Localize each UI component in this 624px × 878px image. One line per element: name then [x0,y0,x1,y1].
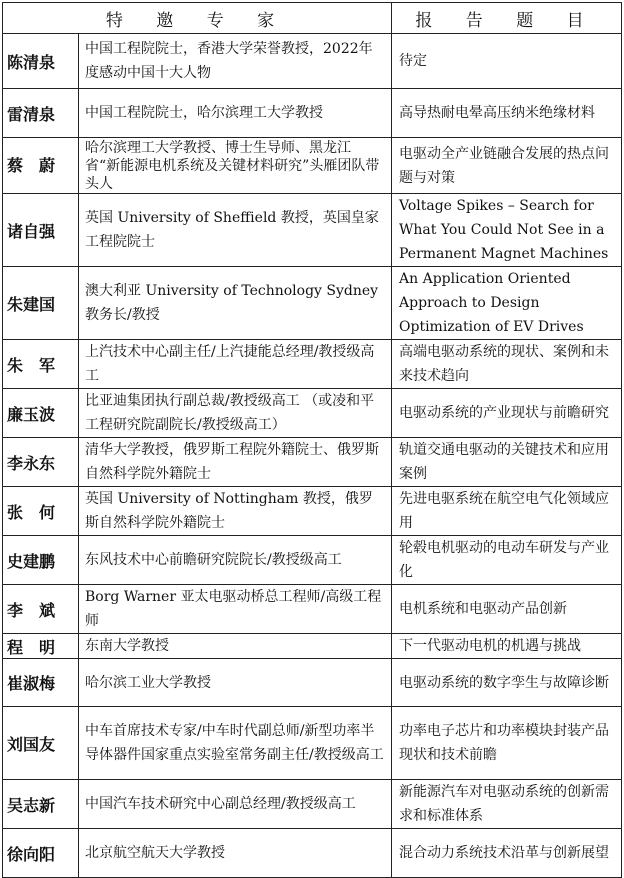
table-row [3,634,622,659]
expert-title: 中国汽车技术研究中心副总经理/教授级高工 [79,780,392,829]
table-row [3,707,622,780]
expert-title: 英国 University of Sheffield 教授，英国皇家工程院院士 [79,194,392,267]
table-row [3,438,622,487]
expert-name: 陈清泉 [3,34,79,89]
report-topic: 新能源汽车对电驱动系统的创新需求和标准体系 [392,780,622,829]
report-topic: 电机系统和电驱动产品创新 [392,585,622,634]
table-row [3,267,622,340]
table-body [3,34,622,878]
table-row [3,659,622,707]
table-row [3,487,622,536]
expert-name: 李永东 [3,438,79,487]
expert-name: 李 斌 [3,585,79,634]
expert-name: 雷清泉 [3,89,79,138]
expert-name: 廉玉波 [3,389,79,438]
table-row [3,194,622,267]
expert-title: 上汽技术中心副主任/上汽捷能总经理/教授级高工 [79,340,392,389]
report-topic: 高导热耐电晕高压纳米绝缘材料 [392,89,622,138]
expert-title: 中国工程院院士，香港大学荣誉教授，2022年度感动中国十大人物 [79,34,392,89]
report-topic: 下一代驱动电机的机遇与挑战 [392,634,622,659]
expert-name: 徐向阳 [3,829,79,878]
table-header-row [3,3,622,34]
report-topic: 电驱动全产业链融合发展的热点问题与对策 [392,138,622,194]
table-row [3,829,622,878]
expert-name: 朱 军 [3,340,79,389]
expert-title: 比亚迪集团执行副总裁/教授级高工 （或凌和平工程研究院副院长/教授级高工） [79,389,392,438]
report-topic: 电驱动系统的数字孪生与故障诊断 [392,659,622,707]
expert-title: 英国 University of Nottingham 教授，俄罗斯自然科学院外籍院士 [79,487,392,536]
expert-title: 哈尔滨工业大学教授 [79,659,392,707]
expert-name: 蔡 蔚 [3,138,79,194]
table-row [3,340,622,389]
report-topic: 高端电驱动系统的现状、案例和未来技术趋向 [392,340,622,389]
table-row [3,138,622,194]
expert-name: 刘国友 [3,707,79,780]
table-row [3,780,622,829]
expert-table [2,2,622,878]
expert-title: 哈尔滨理工大学教授、博士生导师、黑龙江省“新能源电机系统及关键材料研究”头雁团队带头人 [79,138,392,194]
expert-name: 吴志新 [3,780,79,829]
expert-name: 史建鹏 [3,536,79,585]
expert-name: 崔淑梅 [3,659,79,707]
expert-name: 程 明 [3,634,79,659]
report-topic: 混合动力系统技术沿革与创新展望 [392,829,622,878]
table-row [3,536,622,585]
expert-title: 中国工程院院士，哈尔滨理工大学教授 [79,89,392,138]
report-topic: 轨道交通电驱动的关键技术和应用案例 [392,438,622,487]
header-topic: 报 告 题 目 [392,3,622,34]
report-topic: 电驱动系统的产业现状与前瞻研究 [392,389,622,438]
report-topic: An Application Oriented Approach to Design Optimization of EV Drives [392,267,622,340]
report-topic: 轮毂电机驱动的电动车研发与产业化 [392,536,622,585]
table-row [3,585,622,634]
expert-name: 张 何 [3,487,79,536]
expert-title: Borg Warner 亚太电驱动桥总工程师/高级工程师 [79,585,392,634]
header-expert: 特 邀 专 家 [3,3,392,34]
expert-name: 朱建国 [3,267,79,340]
table-row [3,89,622,138]
expert-title: 中车首席技术专家/中车时代副总师/新型功率半导体器件国家重点实验室常务副主任/教授级高工 [79,707,392,780]
expert-title: 北京航空航天大学教授 [79,829,392,878]
expert-name: 诸自强 [3,194,79,267]
expert-title: 东南大学教授 [79,634,392,659]
report-topic: 先进电驱系统在航空电气化领域应用 [392,487,622,536]
report-topic: Voltage Spikes – Search for What You Could Not See in a Permanent Magnet Machines [392,194,622,267]
expert-title: 东风技术中心前瞻研究院院长/教授级高工 [79,536,392,585]
expert-title: 澳大利亚 University of Technology Sydney 教务长/教授 [79,267,392,340]
table-row [3,34,622,89]
expert-title: 清华大学教授，俄罗斯工程院外籍院士、俄罗斯自然科学院外籍院士 [79,438,392,487]
table-row [3,389,622,438]
report-topic: 功率电子芯片和功率模块封装产品现状和技术前瞻 [392,707,622,780]
report-topic: 待定 [392,34,622,89]
